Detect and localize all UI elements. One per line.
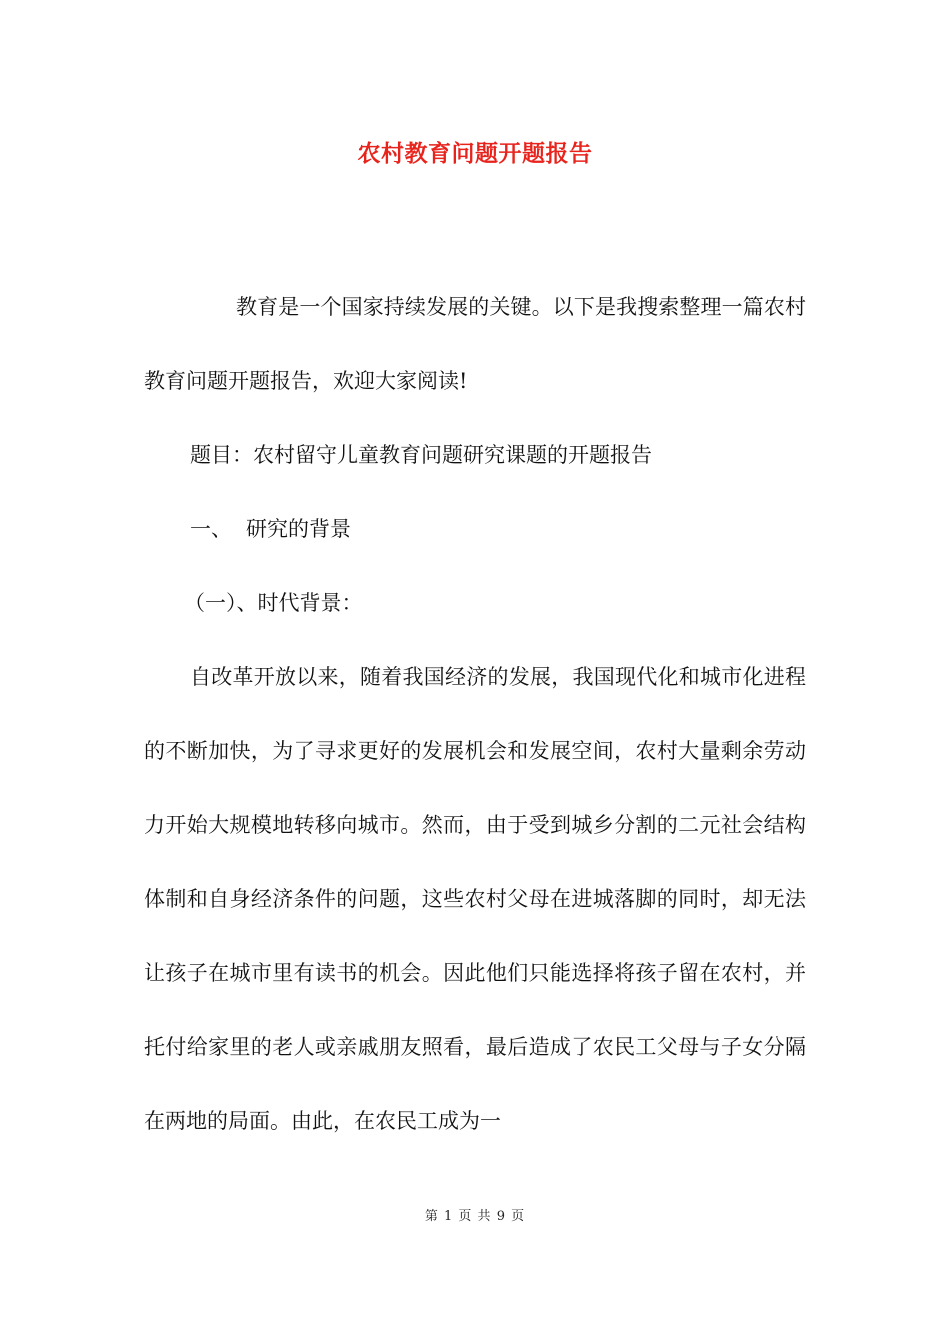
section-heading <box>144 492 806 566</box>
document-title: 农村教育问题开题报告 <box>357 140 593 167</box>
section-heading-text: 研究的背景 <box>246 517 351 541</box>
body-paragraph: 自改革开放以来，随着我国经济的发展，我国现代化和城市化进程的不断加快，为了寻求更好的发展机会和发展空间，农村大量剩余劳动力开始大规模地转移向城市。然而，由于受到城乡分割的二元社会结构体制和自身经济条件的问题，这些农村父母在进城落脚的同时，却无法让孩子在城市里有读书的机会。因此他们只能选择将孩子留在农村，并托付给家里的老人或亲戚朋友照看，最后造成了农民工父母与子女分隔在两地的局面。由此，在农民工成为一 <box>144 665 806 1133</box>
intro-paragraph: 教育是一个国家持续发展的关键。以下是我搜索整理一篇农村教育问题开题报告，欢迎大家阅读! <box>144 295 806 393</box>
topic-line: 题目：农村留守儿童教育问题研究课题的开题报告 <box>190 443 652 467</box>
section-number: 一、 <box>190 517 232 541</box>
page-number-footer: 第 1 页 共 9 页 <box>424 1209 526 1224</box>
subsection-heading: （一）、时代背景： <box>184 591 363 615</box>
document-body <box>144 270 806 1158</box>
